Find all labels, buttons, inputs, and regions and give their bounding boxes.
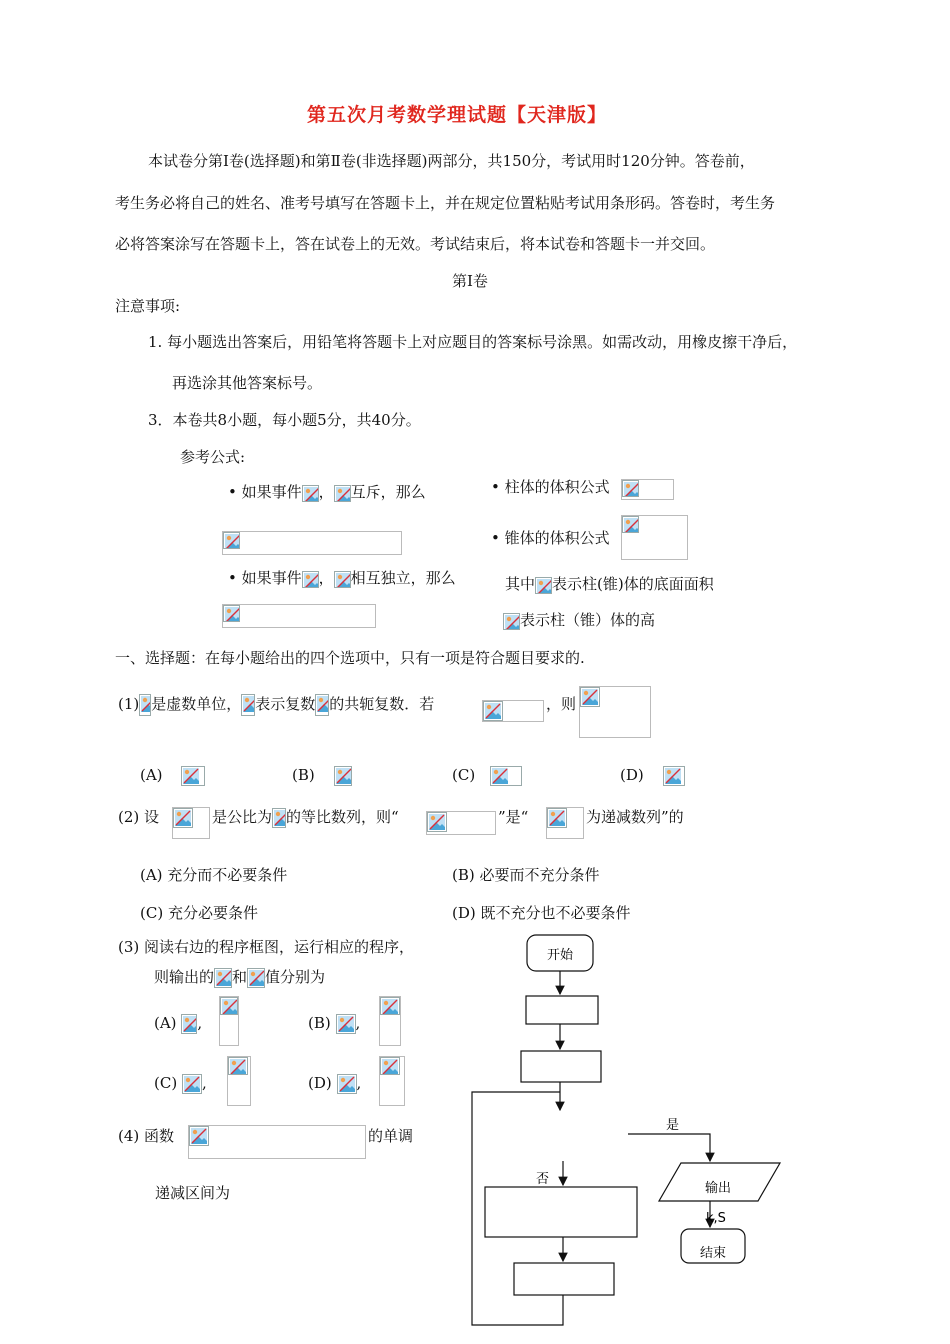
broken-image-icon [490,766,522,786]
broken-image-icon [483,701,503,721]
broken-image-icon [139,694,151,716]
formula-cone-label: • 锥体的体积公式 [491,529,610,547]
broken-image-icon [622,516,639,533]
broken-image-icon [214,968,232,988]
flowchart-process-box-2 [514,1263,614,1295]
q3-line-2: 则输出的 和 值分别为 [154,968,326,986]
broken-image-icon [302,571,319,588]
formula-where-s: 其中 表示柱(锥)体的底面面积 [505,575,714,593]
q3-option-c: (C) , [154,1074,207,1092]
broken-image-icon [622,480,639,497]
flowchart-init-box-2 [521,1051,601,1082]
broken-image-icon [337,1074,357,1094]
broken-image-icon [663,766,685,786]
notes-item-1: 1. 每小题选出答案后，用铅笔将答题卡上对应题目的答案标号涂黑。如需改动，用橡皮擦干净后， [148,333,798,351]
q3-option-d-image [379,1056,405,1106]
formula-cone-image [621,515,688,560]
q2-option-c: (C) 充分必要条件 [140,904,258,922]
q2-prefix: (2) 设 [118,808,160,826]
intro-line-2: 考生务必将自己的姓名、准考号填写在答题卡上，并在规定位置粘贴考试用条形码。答卷时，考生务 [115,194,776,212]
broken-image-icon [336,1014,356,1034]
q2-option-d: (D) 既不充分也不必要条件 [452,904,631,922]
q3-option-a: (A) , [154,1014,203,1032]
broken-image-icon [223,532,240,549]
broken-image-icon [272,808,286,828]
q1-option-a: (A) [140,765,205,786]
q2-seq-image-2 [546,807,584,839]
broken-image-icon [580,687,600,707]
flowchart-yes-line [628,1134,710,1161]
broken-image-icon [181,766,205,786]
broken-image-icon [503,613,520,630]
q1-text: (1) 是虚数单位， 表示复数 的共轭复数．若 [118,694,434,716]
formula-prism-label: • 柱体的体积公式 [491,478,610,496]
broken-image-icon [334,485,351,502]
q4-text-2: 递减区间为 [155,1184,231,1202]
formulas-heading: 参考公式: [180,448,246,466]
broken-image-icon [380,1057,400,1075]
broken-image-icon [380,997,400,1015]
program-flowchart [460,925,800,1335]
flowchart-end-label: 结束 [699,1246,727,1261]
flowchart-init-box [526,996,598,1024]
formula-independent: • 如果事件 ， 相互独立，那么 [228,569,456,587]
formula-where-h: 表示柱（锥）体的高 [503,610,655,630]
broken-image-icon [223,605,240,622]
q1-option-d: (D) [620,765,685,786]
q2-text-1: 是公比为 的等比数列，则“ [212,808,399,826]
q4-prefix: (4) 函数 [118,1127,175,1145]
q3-option-b-image [379,996,401,1046]
broken-image-icon [228,1057,248,1075]
q1-then: ，则 [546,695,577,713]
flowchart-process-box [485,1187,637,1237]
intro-line-3: 必将答案涂写在答题卡上，答在试卷上的无效。考试结束后，将本试卷和答题卡一并交回。 [115,235,716,253]
formula-exclusive: • 如果事件 ， 互斥，那么 [228,483,426,501]
q3-option-d: (D) , [308,1074,362,1092]
q1-option-b: (B) [292,765,352,786]
notes-heading: 注意事项: [115,297,181,315]
broken-image-icon [181,1014,197,1034]
q3-option-b: (B) , [308,1014,361,1032]
flowchart-start-label: 开始 [546,948,574,963]
q2-text-2: ”是“ [498,808,529,826]
formula-prism-image [621,479,674,500]
q4-func-image [188,1125,366,1159]
broken-image-icon [220,997,238,1015]
broken-image-icon [334,571,351,588]
flowchart-output-label: 输出 [704,1181,732,1196]
formula-independent-image [222,604,376,628]
flowchart-no-label: 否 [536,1172,550,1187]
q1-result-image [579,686,651,738]
flowchart-yes-label: 是 [666,1118,680,1133]
q1-option-c: (C) [452,765,522,786]
broken-image-icon [547,808,567,828]
q2-text-3: 为递减数列”的 [586,808,684,826]
broken-image-icon [189,1126,209,1146]
q2-option-a: (A) 充分而不必要条件 [140,866,288,884]
section-heading: 第Ⅰ卷 [452,272,488,290]
broken-image-icon [173,808,193,828]
broken-image-icon [535,577,552,594]
notes-item-3: 3．本卷共8小题，每小题5分，共40分。 [148,411,421,429]
broken-image-icon [334,766,352,786]
q1-condition-image [482,700,544,722]
notes-item-1-cont: 再选涂其他答案标号。 [172,374,323,392]
page-title: 第五次月考数学理试题【天津版】 [307,104,608,126]
q2-seq-image [172,807,210,839]
q3-line-1: (3) 阅读右边的程序框图，运行相应的程序， [118,938,415,956]
flowchart-output-vars: k,S [706,1211,726,1226]
broken-image-icon [241,694,255,716]
q3-option-c-image [227,1056,251,1106]
q2-cond-image [426,811,496,835]
formula-exclusive-image [222,531,402,555]
broken-image-icon [427,812,447,832]
q3-option-a-image [219,996,239,1046]
intro-line-1: 本试卷分第Ⅰ卷(选择题)和第Ⅱ卷(非选择题)两部分，共150分，考试用时120分钟。答卷前， [148,152,755,170]
part1-heading: 一、选择题：在每小题给出的四个选项中，只有一项是符合题目要求的. [115,649,585,667]
broken-image-icon [247,968,265,988]
broken-image-icon [315,694,329,716]
q4-text-1: 的单调 [368,1127,414,1145]
q2-option-b: (B) 必要而不充分条件 [452,866,600,884]
broken-image-icon [302,485,319,502]
broken-image-icon [182,1074,202,1094]
